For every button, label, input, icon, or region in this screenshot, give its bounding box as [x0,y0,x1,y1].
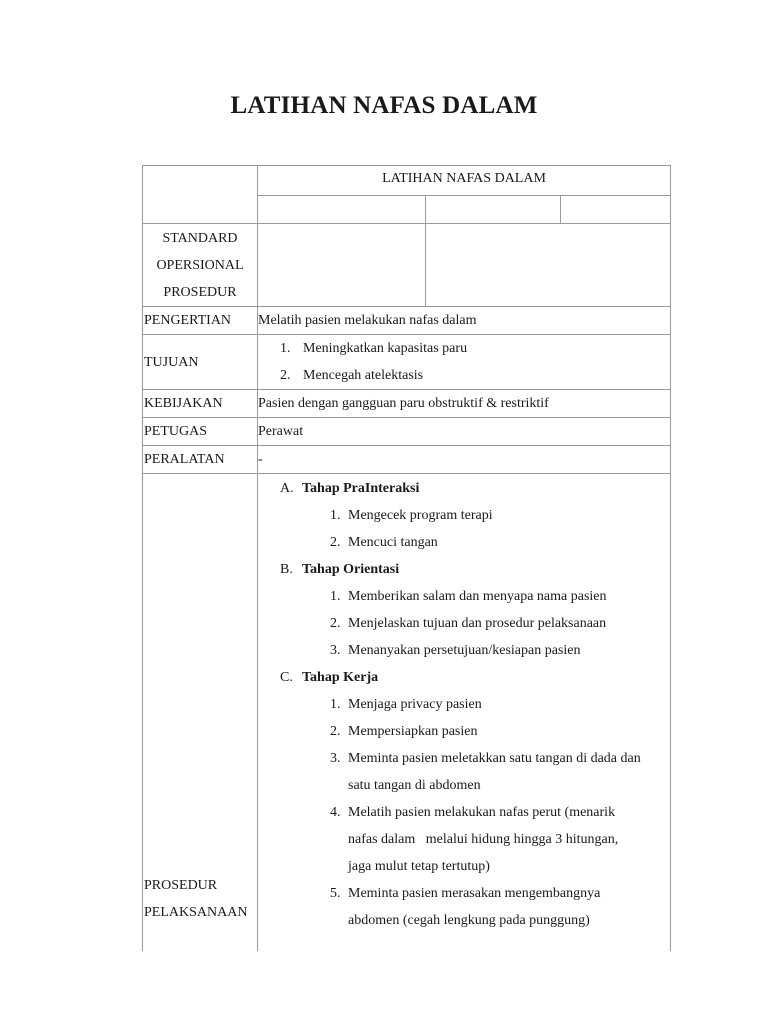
sop-label-line1: STANDARD [162,231,238,246]
phase-steps [258,583,670,664]
list-item: 2. Mencegah atelektasis [280,368,424,383]
list-item: 1. Menjaga privacy pasien [330,697,482,712]
sop-label-line2: OPERSIONAL [156,258,244,273]
phase-heading: C. Tahap Kerja [280,670,379,685]
list-item: 3. Meminta pasien meletakkan satu tangan di dada dan satu tangan di abdomen [330,751,641,793]
sop-table [142,165,671,951]
list-item: 2. Mempersiapkan pasien [330,724,478,739]
phase-steps [258,691,670,934]
tujuan-list [258,335,670,389]
list-item: 1. Memberikan salam dan menyapa nama pasien [330,589,607,604]
list-item: 4. Melatih pasien melakukan nafas perut (menarik nafas dalam melalui hidung hingga 3 hitungan, jaga mulut tetap tertutup) [330,805,619,874]
phase-heading: B. Tahap Orientasi [280,562,400,577]
list-item: 2. Menjelaskan tujuan dan prosedur pelaksanaan [330,616,607,631]
prosedur-label-cell [143,474,258,952]
petugas-label: PETUGAS [143,418,258,446]
list-item: 3. Menanyakan persetujuan/kesiapan pasien [330,643,581,658]
prosedur-label-line1: PROSEDUR [144,878,218,893]
sop-label-line3: PROSEDUR [163,285,237,300]
kebijakan-label: KEBIJAKAN [143,390,258,418]
phase-heading: A. Tahap PraInteraksi [280,481,420,496]
pengertian-label: PENGERTIAN [143,307,258,335]
sop-label-cell [143,224,258,307]
tujuan-value [258,335,671,390]
approval-cell [426,224,671,307]
issue-date-cell [258,224,426,307]
pengertian-value: Melatih pasien melakukan nafas dalam [258,307,671,335]
prosedur-content [258,474,671,952]
phase-steps [258,502,670,556]
doc-number-cell [258,196,426,224]
tujuan-label: TUJUAN [143,335,258,390]
revision-cell [426,196,561,224]
kebijakan-value: Pasien dengan gangguan paru obstruktif & restriktif [258,390,671,418]
table-title: LATIHAN NAFAS DALAM [258,166,671,196]
peralatan-value: - [258,446,671,474]
list-item: 1. Mengecek program terapi [330,508,493,523]
page-cell [561,196,671,224]
document-title: LATIHAN NAFAS DALAM [230,92,538,119]
list-item: 2. Mencuci tangan [330,535,438,550]
logo-cell [143,166,258,224]
peralatan-label: PERALATAN [143,446,258,474]
list-item: 5. Meminta pasien merasakan mengembangnya abdomen (cegah lengkung pada punggung) [330,886,601,928]
list-item: 1. Meningkatkan kapasitas paru [280,341,468,356]
prosedur-label-line2: PELAKSANAAN [144,905,248,920]
petugas-value: Perawat [258,418,671,446]
